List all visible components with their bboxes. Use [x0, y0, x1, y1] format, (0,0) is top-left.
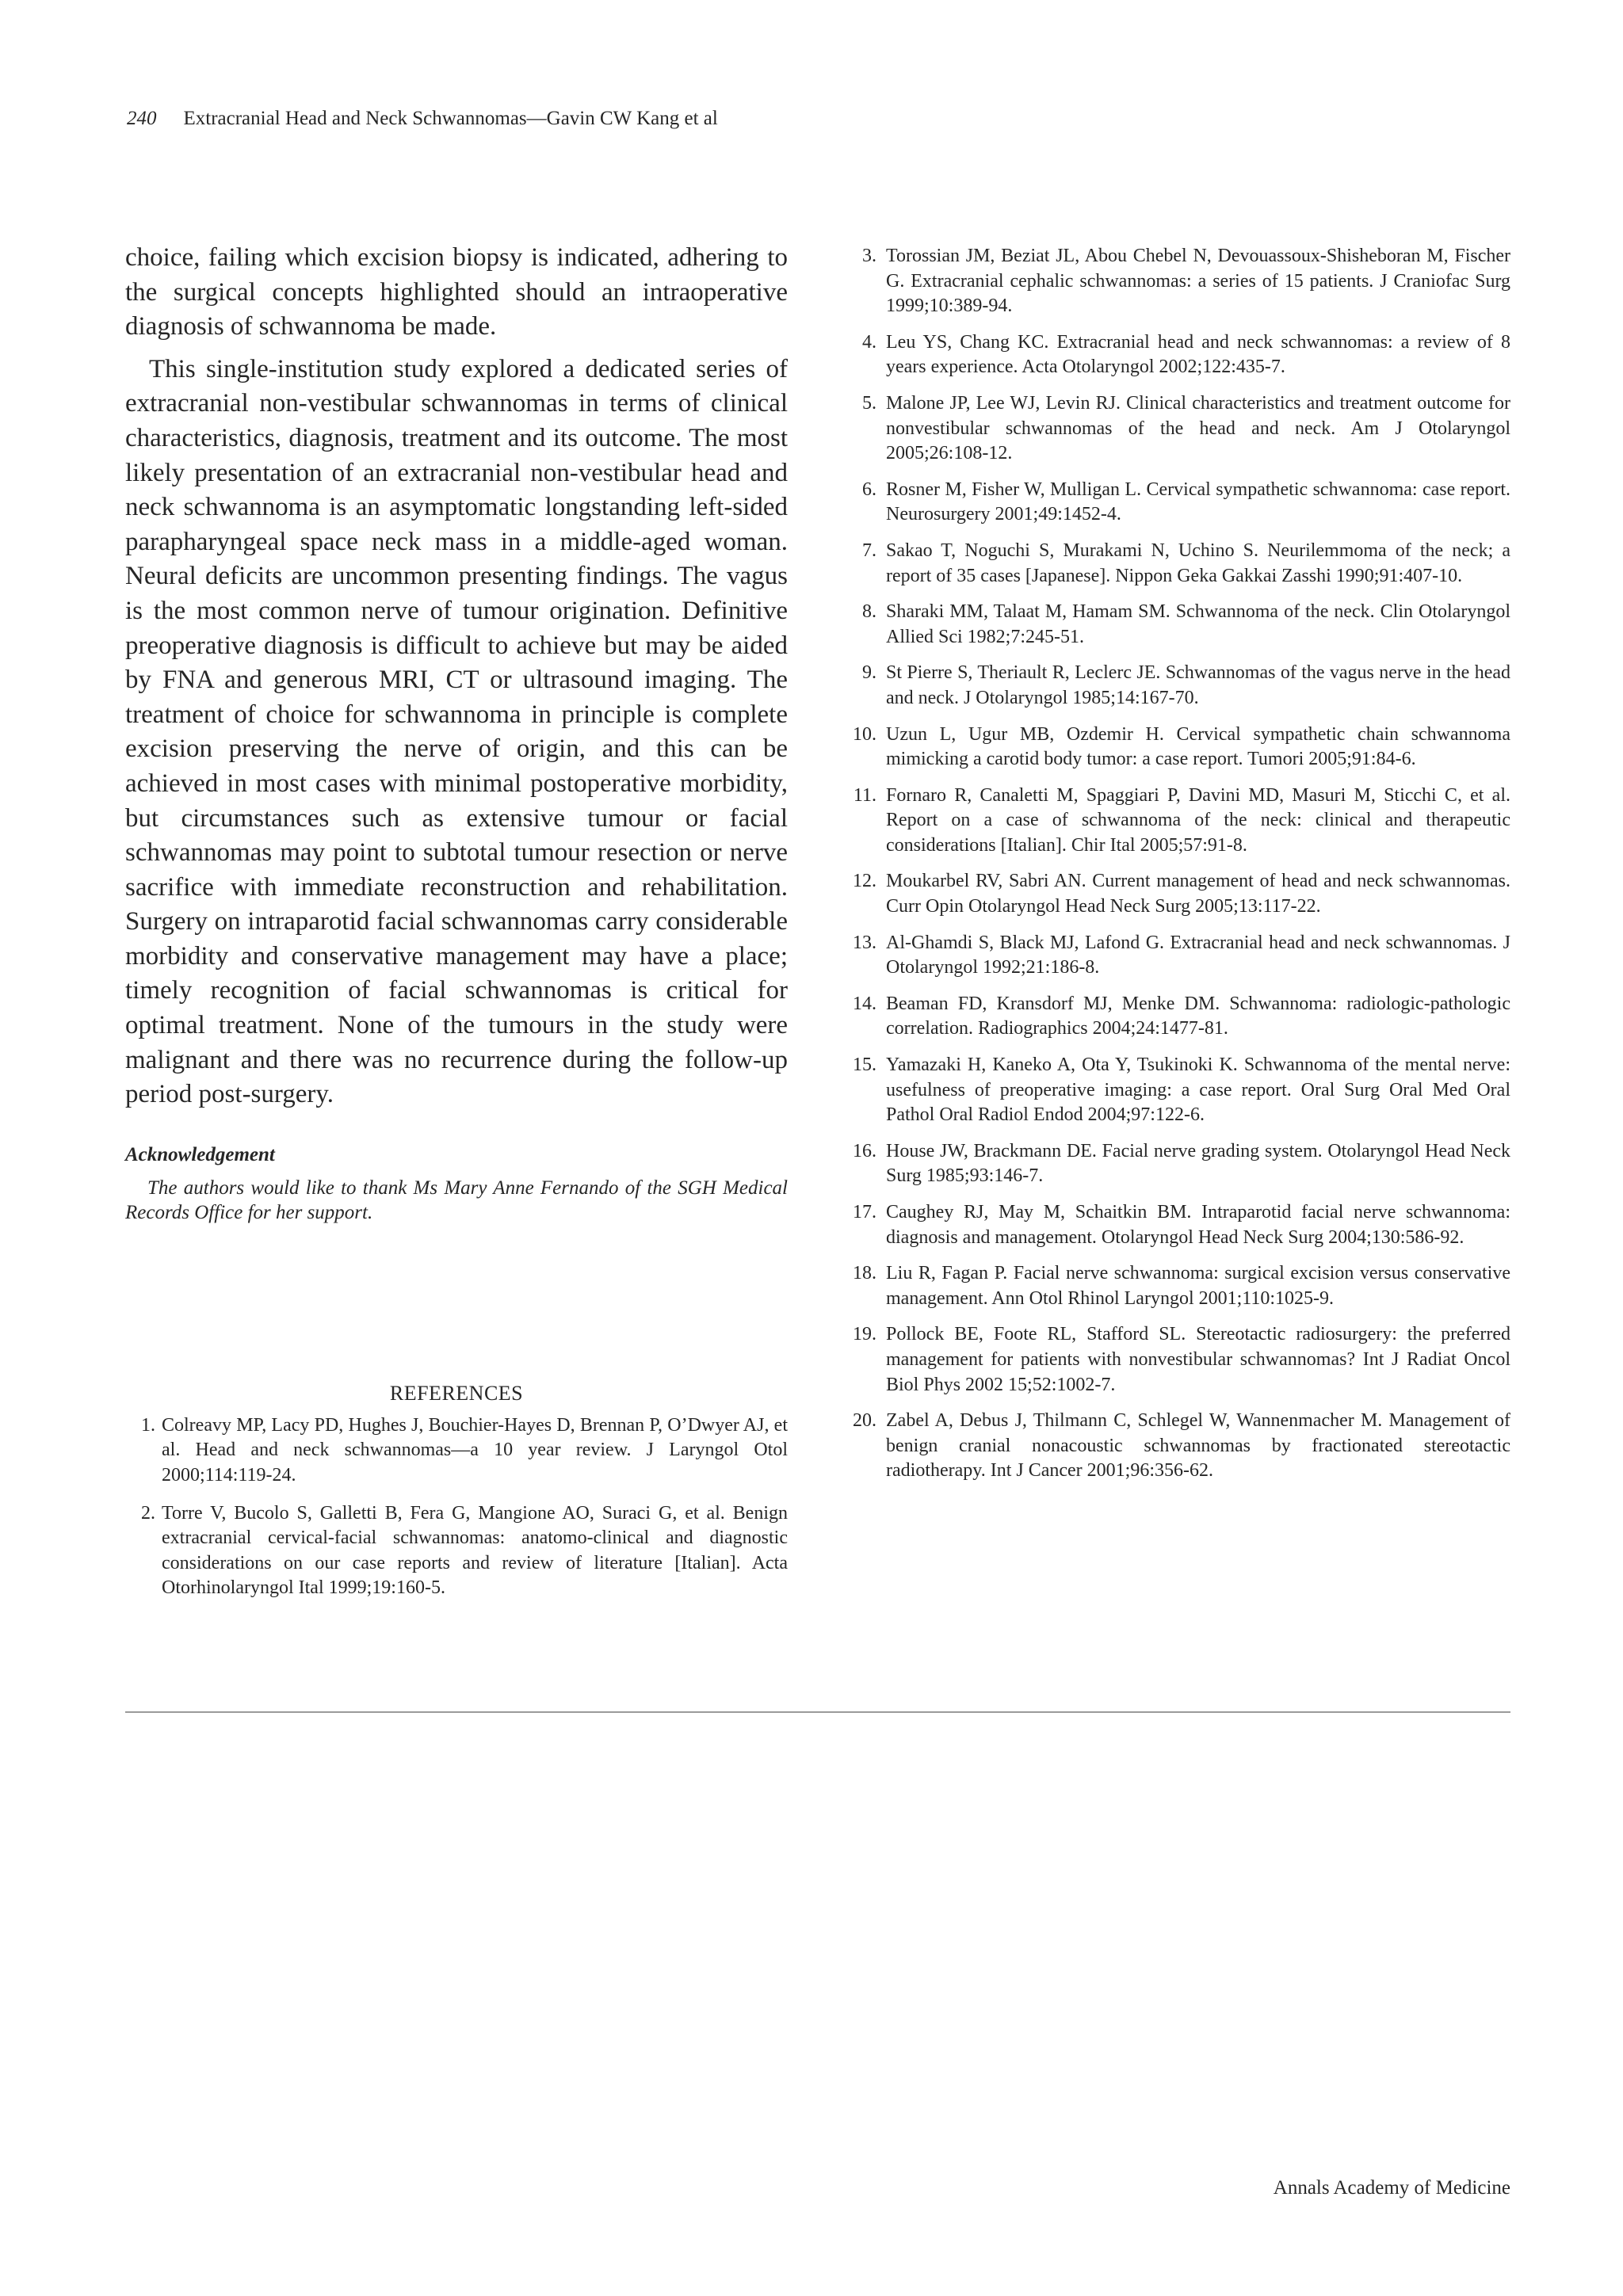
- reference-item: [842, 931, 1510, 981]
- reference-item: [842, 391, 1510, 467]
- reference-item: [842, 330, 1510, 380]
- reference-text: Sharaki MM, Talaat M, Hamam SM. Schwannoma of the neck. Clin Otolaryngol Allied Sci 1982;7:245-51.: [886, 601, 1510, 647]
- reference-text: Rosner M, Fisher W, Mulligan L. Cervical sympathetic schwannoma: case report. Neurosurgery 2001;49:1452-4.: [886, 479, 1510, 525]
- right-column: [842, 244, 1510, 1495]
- reference-item: [842, 1409, 1510, 1484]
- body-paragraph-2: This single-institution study explored a dedicated series of extracranial non-vestibular schwannomas in terms of clinical characteristics, diagnosis, treatment and its outcome. The most likely presentation of an extracranial non-vestibular head and neck schwannoma is an asymptomatic longstanding left-sided parapharyngeal space neck mass in a middle-aged woman. Neural deficits are uncommon presenting findings. The vagus is the most common nerve of tumour origination. Definitive preoperative diagnosis is difficult to achieve but may be aided by FNA and generous MRI, CT or ultrasound imaging. The treatment of choice for schwannoma in principle is complete excision preserving the nerve of origin, and this can be achieved in most cases with minimal postoperative morbidity, but circumstances such as extensive tumour or facial schwannomas may point to subtotal tumour resection or nerve sacrifice with immediate reconstruction and rehabilitation. Surgery on intraparotid facial schwannomas carry considerable morbidity and conservative management may have a place; timely recognition of facial schwannomas is critical for optimal treatment. None of the tumours in the study were malignant and there was no recurrence during the follow-up period post-surgery.: [125, 354, 788, 1109]
- reference-text: Sakao T, Noguchi S, Murakami N, Uchino S. Neurilemmoma of the neck; a report of 35 cases [Japanese]. Nippon Geka Gakkai Zasshi 1990;91:407-10.: [886, 540, 1510, 586]
- journal-footer: Annals Academy of Medicine: [1273, 2177, 1510, 2199]
- reference-text: Al-Ghamdi S, Black MJ, Lafond G. Extracranial head and neck schwannomas. J Otolaryngol 1992;21:186-8.: [886, 932, 1510, 978]
- reference-number: 3.: [862, 246, 876, 266]
- left-column: [125, 241, 788, 1614]
- reference-item: [842, 1200, 1510, 1250]
- reference-number: 5.: [862, 392, 876, 414]
- acknowledgement-heading: Acknowledgement: [125, 1143, 275, 1165]
- body-paragraph-1: choice, failing which excision biopsy is indicated, adhering to the surgical concepts highlighted should an intraoperative diagnosis of schwannoma be made.: [125, 243, 788, 341]
- reference-text: Fornaro R, Canaletti M, Spaggiari P, Davini MD, Masuri M, Sticchi C, et al. Report on a case of schwannoma of the neck: clinical and therapeutic considerations [Italian]. Chir Ital 2005;57:91-8.: [886, 784, 1510, 856]
- reference-list-left: [125, 1413, 788, 1601]
- reference-text: House JW, Brackmann DE. Facial nerve grading system. Otolaryngol Head Neck Surg 1985;93:146-7.: [886, 1140, 1510, 1187]
- reference-number: 10.: [853, 723, 876, 745]
- reference-number: 15.: [853, 1055, 876, 1076]
- reference-item: [125, 1501, 788, 1601]
- reference-item: [842, 244, 1510, 319]
- reference-number: 8.: [862, 601, 876, 623]
- reference-item: [842, 1261, 1510, 1311]
- reference-item: [842, 1139, 1510, 1189]
- reference-number: 13.: [853, 932, 876, 953]
- reference-number: 4.: [862, 331, 876, 353]
- reference-text: Liu R, Fagan P. Facial nerve schwannoma: surgical excision versus conservative management. Ann Otol Rhinol Laryngol 2001;110:1025-9.: [886, 1263, 1510, 1309]
- reference-item: [842, 478, 1510, 528]
- reference-text: Moukarbel RV, Sabri AN. Current management of head and neck schwannomas. Curr Opin Otolaryngol Head Neck Surg 2005;13:117-22.: [886, 871, 1510, 917]
- reference-item: [842, 1322, 1510, 1398]
- reference-number: 2.: [141, 1502, 155, 1524]
- reference-text: Malone JP, Lee WJ, Levin RJ. Clinical characteristics and treatment outcome for nonvestibular schwannomas of the head and neck. Am J Otolaryngol 2005;26:108-12.: [886, 392, 1510, 464]
- page-number: 240: [127, 108, 157, 129]
- running-title: Extracranial Head and Neck Schwannomas—Gavin CW Kang et al: [183, 108, 718, 129]
- reference-number: 7.: [862, 540, 876, 561]
- footer-divider: [125, 1711, 1510, 1713]
- reference-text: Caughey RJ, May M, Schaitkin BM. Intraparotid facial nerve schwannoma: diagnosis and management. Otolaryngol Head Neck Surg 2004;130:586-92.: [886, 1202, 1510, 1248]
- reference-item: [842, 992, 1510, 1042]
- reference-text: Torre V, Bucolo S, Galletti B, Fera G, Mangione AO, Suraci G, et al. Benign extracranial cervical-facial schwannomas: anatomo-clinical and diagnostic considerations on our case reports and review of literature [Italian]. Acta Otorhinolaryngol Ital 1999;19:160-5.: [162, 1502, 788, 1599]
- reference-text: Beaman FD, Kransdorf MJ, Menke DM. Schwannoma: radiologic-pathologic correlation. Radiographics 2004;24:1477-81.: [886, 993, 1510, 1039]
- reference-number: 18.: [853, 1263, 876, 1284]
- reference-number: 1.: [141, 1414, 155, 1436]
- reference-number: 9.: [862, 662, 876, 684]
- reference-number: 14.: [853, 993, 876, 1014]
- reference-text: Torossian JM, Beziat JL, Abou Chebel N, Devouassoux-Shisheboran M, Fischer G. Extracranial cephalic schwannomas: a series of 15 patients. J Craniofac Surg 1999;10:389-94.: [886, 246, 1510, 317]
- reference-number: 6.: [862, 479, 876, 500]
- reference-item: [842, 661, 1510, 711]
- reference-number: 12.: [853, 871, 876, 892]
- reference-text: Yamazaki H, Kaneko A, Ota Y, Tsukinoki K. Schwannoma of the mental nerve: usefulness of preoperative imaging: a case report. Oral Surg Oral Med Oral Pathol Oral Radiol Endod 2004;97:122-6.: [886, 1055, 1510, 1126]
- reference-number: 19.: [853, 1324, 876, 1345]
- reference-item: [125, 1413, 788, 1489]
- reference-number: 16.: [853, 1140, 876, 1161]
- reference-text: Colreavy MP, Lacy PD, Hughes J, Bouchier-Hayes D, Brennan P, O’Dwyer AJ, et al. Head and neck schwannomas—a 10 year review. J Laryngol Otol 2000;114:119-24.: [162, 1414, 788, 1486]
- reference-item: [842, 869, 1510, 919]
- reference-item: [842, 600, 1510, 650]
- reference-text: St Pierre S, Theriault R, Leclerc JE. Schwannomas of the vagus nerve in the head and neck. J Otolaryngol 1985;14:167-70.: [886, 662, 1510, 708]
- running-header: [127, 106, 718, 132]
- reference-number: 17.: [853, 1202, 876, 1222]
- reference-text: Uzun L, Ugur MB, Ozdemir H. Cervical sympathetic chain schwannoma mimicking a carotid body tumor: a case report. Tumori 2005;91:84-6.: [886, 723, 1510, 770]
- reference-item: [842, 784, 1510, 859]
- reference-number: 11.: [853, 784, 876, 806]
- reference-item: [842, 539, 1510, 589]
- reference-item: [842, 1053, 1510, 1128]
- reference-text: Pollock BE, Foote RL, Stafford SL. Stereotactic radiosurgery: the preferred management for patients with nonvestibular schwannomas? Int J Radiat Oncol Biol Phys 2002 15;52:1002-7.: [886, 1324, 1510, 1395]
- reference-item: [842, 723, 1510, 772]
- reference-list-right: [842, 244, 1510, 1484]
- reference-text: Zabel A, Debus J, Thilmann C, Schlegel W, Wannenmacher M. Management of benign cranial nonacoustic schwannomas by fractionated stereotactic radiotherapy. Int J Cancer 2001;96:356-62.: [886, 1410, 1510, 1482]
- references-heading: REFERENCES: [389, 1381, 524, 1405]
- reference-text: Leu YS, Chang KC. Extracranial head and neck schwannomas: a review of 8 years experience. Acta Otolaryngol 2002;122:435-7.: [886, 331, 1510, 378]
- reference-number: 20.: [853, 1410, 876, 1432]
- acknowledgement-text: The authors would like to thank Ms Mary Anne Fernando of the SGH Medical Records Office for her support.: [125, 1177, 788, 1223]
